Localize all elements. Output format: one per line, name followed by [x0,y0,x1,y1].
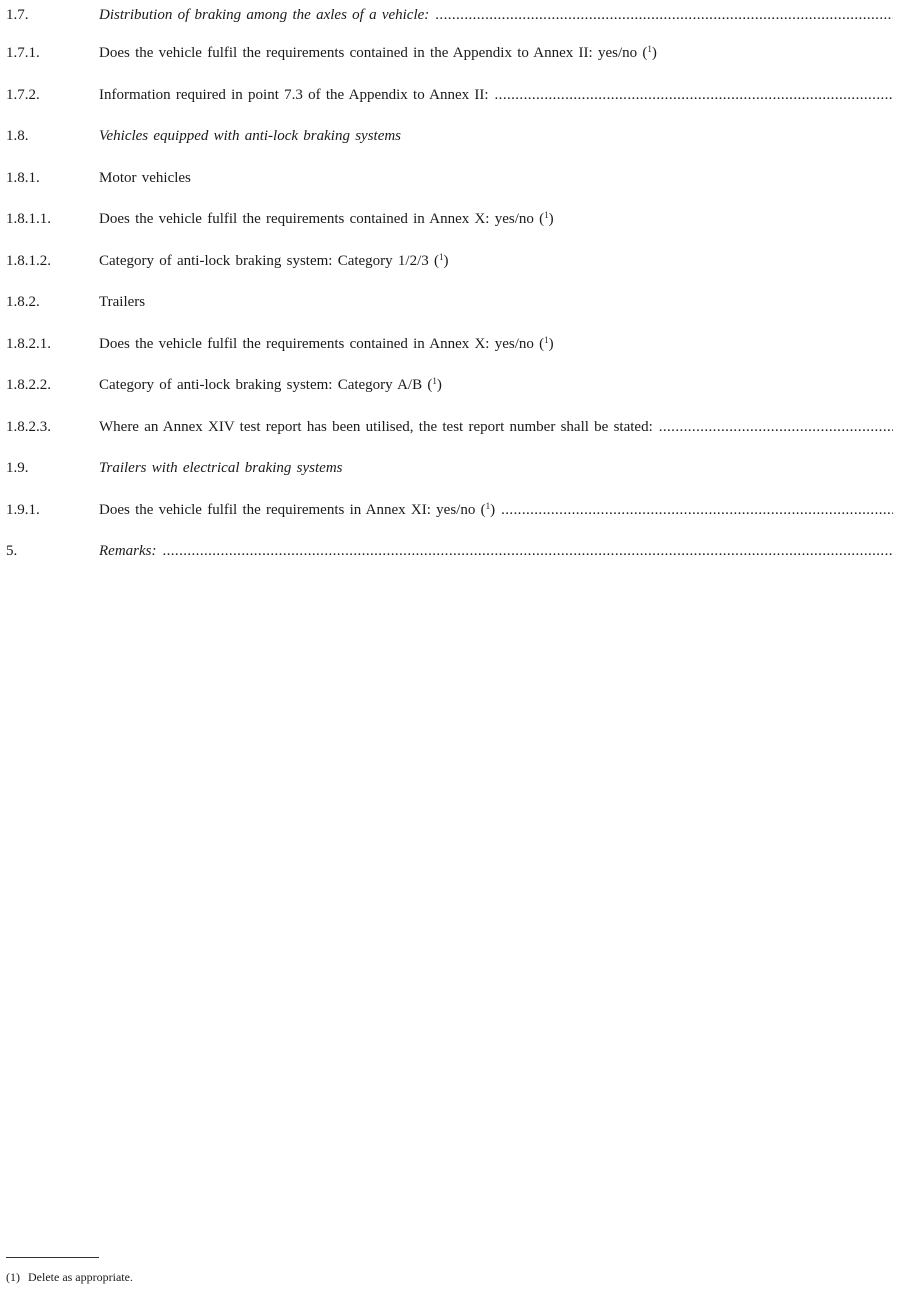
item-text: Does the vehicle fulfil the requirements contained in Annex X: yes/no ( [99,211,545,227]
item-1-8-2 [6,294,893,316]
footnote-ref: 1 [544,336,549,345]
item-1-9 [6,460,893,482]
footnote-mark: (1) [6,1270,20,1284]
item-number: 1.7. [6,7,29,23]
fill-in-dots [162,543,893,560]
footnote-ref: 1 [485,502,491,511]
item-number: 1.7.2. [6,87,40,103]
item-number: 1.8.2.3. [6,419,51,435]
item-1-8-1-1: 1.8.1.1. Does the vehicle fulfil the requirements contained in Annex X: yes/no ($^1$) [6,211,554,227]
item-text: Where an Annex XIV test report has been utilised, the test report number shall be stated: [99,419,653,435]
item-1-8-2-1: 1.8.2.1. Does the vehicle fulfil the requirements contained in Annex X: yes/no ($^1$) [6,336,554,352]
fill-in-dots [501,502,893,519]
item-number: 1.9.1. [6,502,40,518]
item-text: Category of anti-lock braking system: Category 1/2/3 ( [99,253,440,269]
item-text: Trailers [99,294,146,310]
item-number: 1.9. [6,460,29,476]
footnote-ref: 1 [439,253,444,262]
item-1-7-2 [6,87,893,109]
item-number: 1.8. [6,128,29,144]
item-number: 1.8.1.2. [6,253,51,269]
item-text: Trailers with electrical braking systems [99,460,343,476]
item-number: 1.8.2. [6,294,40,310]
item-1-8-1-2: 1.8.1.2. Category of anti-lock braking system: Category 1/2/3 ($^1$) [6,253,449,269]
item-text: Vehicles equipped with anti-lock braking systems [99,128,402,144]
item-number: 1.7.1. [6,45,40,61]
item-text: Does the vehicle fulfil the requirements contained in Annex X: yes/no ( [99,336,545,352]
item-number: 1.8.1.1. [6,211,51,227]
item-5 [6,543,893,565]
item-1-8-2-2: 1.8.2.2. Category of anti-lock braking system: Category A/B ($^1$) [6,377,442,393]
item-text: Distribution of braking among the axles of a vehicle: [99,7,430,23]
item-1-8-1 [6,170,893,192]
footnote [6,1270,133,1285]
item-number: 1.8.2.1. [6,336,51,352]
item-number: 1.8.2.2. [6,377,51,393]
item-number: 5. [6,543,18,559]
item-1-9-1: 1.9.1. Does the vehicle fulfil the requirements in Annex XI: yes/no ($^1$) ..... [6,502,893,524]
item-text: Does the vehicle fulfil the requirements contained in the Appendix to Annex II: yes/no ( [99,45,648,61]
item-1-8 [6,128,893,150]
footnote-text: Delete as appropriate. [28,1270,133,1284]
item-1-7 [6,7,893,29]
item-text: Remarks: [99,543,157,559]
item-text: Motor vehicles [99,170,191,186]
item-text: Does the vehicle fulfil the requirements in Annex XI: yes/no ( [99,502,486,518]
footnote-ref: 1 [544,211,549,220]
item-1-8-2-3 [6,419,893,441]
footnote-ref: 1 [432,377,437,386]
item-1-7-1: 1.7.1. Does the vehicle fulfil the requirements contained in the Appendix to Annex II: yes/no ($^1$) [6,45,657,61]
fill-in-dots [495,87,893,104]
fill-in-dots [659,419,893,436]
item-text: Category of anti-lock braking system: Category A/B ( [99,377,433,393]
footnote-divider [6,1257,99,1258]
item-text: Information required in point 7.3 of the Appendix to Annex II: [99,87,489,103]
fill-in-dots [435,7,893,24]
footnote-ref: 1 [647,45,652,54]
item-number: 1.8.1. [6,170,40,186]
